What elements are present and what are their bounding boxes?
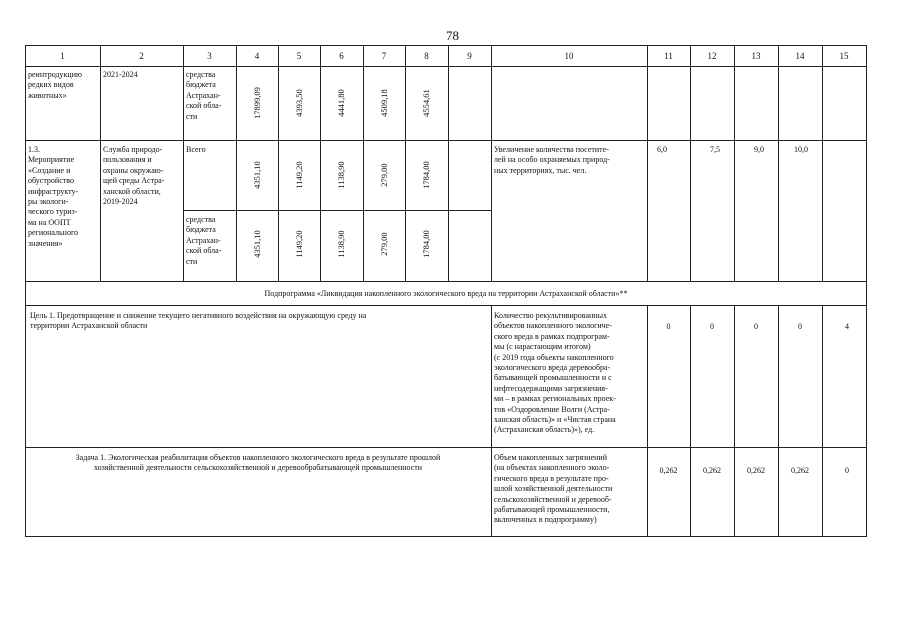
indicator-value: 0,262: [791, 466, 809, 475]
col-divider: [236, 45, 237, 281]
col-divider: [647, 45, 648, 281]
indicator-cell: Количество рекультивированных объектов накопленного экологиче- ского вреда в рамках подпрограм- мы (с нарастающим итогом) (с 2019 года объекты накопленного экологического вреда деревообра- батывающей промышленности и с нефтесодержащими загрязнения- ми – в рамках региональных проек- тов «Оздоровление Волги (Астра- ханская область)» и «Чистая страна (Астраханская область)»), ед.: [494, 311, 616, 435]
header-cell: 9: [467, 51, 472, 61]
header-cell: 5: [296, 51, 302, 61]
header-cell: 6: [339, 51, 344, 61]
col-divider: [491, 45, 492, 281]
executor-cell: Служба природо- пользования и охраны окружаю- щей среды Астра- ханской области, 2019-2024: [103, 145, 165, 207]
header-cell: 14: [795, 51, 805, 61]
row-divider: [25, 281, 867, 282]
row-divider: [25, 447, 867, 448]
funding-source-cell: средства бюджета Астрахан- ской обла- сти: [186, 70, 222, 121]
header-cell: 10: [564, 51, 574, 61]
header-cell: 4: [254, 51, 260, 61]
header-cell: 12: [707, 51, 717, 61]
subprogram-title: Подпрограмма «Ликвидация накопленного экологического вреда на территории Астраханской области»**: [264, 289, 628, 298]
indicator-value: 4: [845, 322, 849, 331]
indicator-value: 0: [754, 322, 758, 331]
indicator-value: 7,5: [710, 145, 720, 154]
table-border-bottom: [25, 536, 867, 537]
col-divider: [734, 45, 735, 281]
measure-name-cell: реинтродукцию редких видов животных»: [28, 70, 82, 100]
header-divider: [25, 66, 867, 67]
amount-cell: 1784,00: [421, 230, 431, 258]
header-cell: 7: [381, 51, 387, 61]
indicator-value: 0,262: [659, 466, 678, 475]
header-cell: 11: [664, 51, 673, 61]
period-cell: 2021-2024: [103, 70, 138, 79]
header-cell: 2: [139, 51, 144, 61]
amount-cell: 1138,90: [336, 230, 346, 258]
amount-cell: 279,00: [379, 163, 389, 187]
row-divider: [183, 210, 491, 211]
header-cell: 8: [424, 51, 429, 61]
amount-cell: 279,00: [379, 232, 389, 256]
amount-cell: 1149,20: [294, 230, 304, 258]
col-divider: [405, 45, 406, 281]
indicator-value: 6,0: [657, 145, 667, 154]
amount-cell: 4351,10: [252, 230, 262, 258]
col-divider: [822, 45, 823, 281]
col-divider: [778, 305, 779, 536]
funding-source-cell: Всего: [186, 145, 206, 154]
amount-cell: 4554,61: [421, 89, 431, 117]
amount-cell: 4509,18: [379, 89, 389, 117]
col-divider: [448, 45, 449, 281]
col-divider: [690, 45, 691, 281]
col-divider: [778, 45, 779, 281]
amount-cell: 4441,80: [336, 89, 346, 117]
col-divider: [278, 45, 279, 281]
header-cell: 13: [751, 51, 761, 61]
amount-cell: 4351,10: [252, 161, 262, 189]
indicator-cell: Объем накопленных загрязнений (на объектах накопленного эколо- гического вреда в результате про- шлой хозяйственной деятельности сельскохозяйственной и деревооб- рабатывающей промышленности, включенных в подпрограмму): [494, 453, 613, 525]
amount-cell: 17899,09: [252, 87, 262, 119]
header-cell: 15: [839, 51, 849, 61]
row-divider: [25, 140, 867, 141]
indicator-value: 0,262: [747, 466, 765, 475]
goal-text: Цель 1. Предотвращение и снижение текущего негативного воздействия на окружающую среду на территории Астраханской области: [30, 311, 367, 331]
col-divider: [647, 305, 648, 536]
amount-cell: 1784,00: [421, 161, 431, 189]
header-cell: 3: [207, 51, 212, 61]
indicator-value: 0,262: [703, 466, 721, 475]
indicator-cell: Увеличение количества посетите- лей на особо охраняемых природ- ных территориях, тыс. чел.: [494, 145, 610, 175]
indicator-value: 0: [845, 466, 849, 475]
table-border-top: [25, 45, 867, 46]
col-divider: [734, 305, 735, 536]
amount-cell: 1138,90: [336, 161, 346, 189]
col-divider: [491, 305, 492, 536]
indicator-value: 9,0: [754, 145, 764, 154]
funding-source-cell: средства бюджета Астрахан- ской обла- сти: [186, 215, 222, 266]
col-divider: [183, 45, 184, 281]
task-text: Задача 1. Экологическая реабилитация объектов накопленного экологического вреда в результате прошлой хозяйственной деятельности сельскохозяйственной и деревообрабатывающей промышленности: [75, 453, 441, 473]
indicator-value: 0: [798, 322, 802, 331]
col-divider: [320, 45, 321, 281]
row-divider: [25, 305, 867, 306]
col-divider: [100, 45, 101, 281]
col-divider: [363, 45, 364, 281]
amount-cell: 1149,20: [294, 161, 304, 189]
header-cell: 1: [60, 51, 65, 61]
indicator-value: 0: [710, 322, 714, 331]
indicator-value: 0: [666, 322, 671, 331]
col-divider: [822, 305, 823, 536]
page-number: 78: [446, 28, 459, 43]
amount-cell: 4393,50: [294, 89, 304, 117]
col-divider: [690, 305, 691, 536]
indicator-value: 10,0: [794, 145, 808, 154]
measure-name-cell: 1.3. Мероприятие «Создание и обустройство инфраструкту- ры экологи- ческого туриз- ма на ООПТ регионального значения»: [28, 145, 79, 248]
